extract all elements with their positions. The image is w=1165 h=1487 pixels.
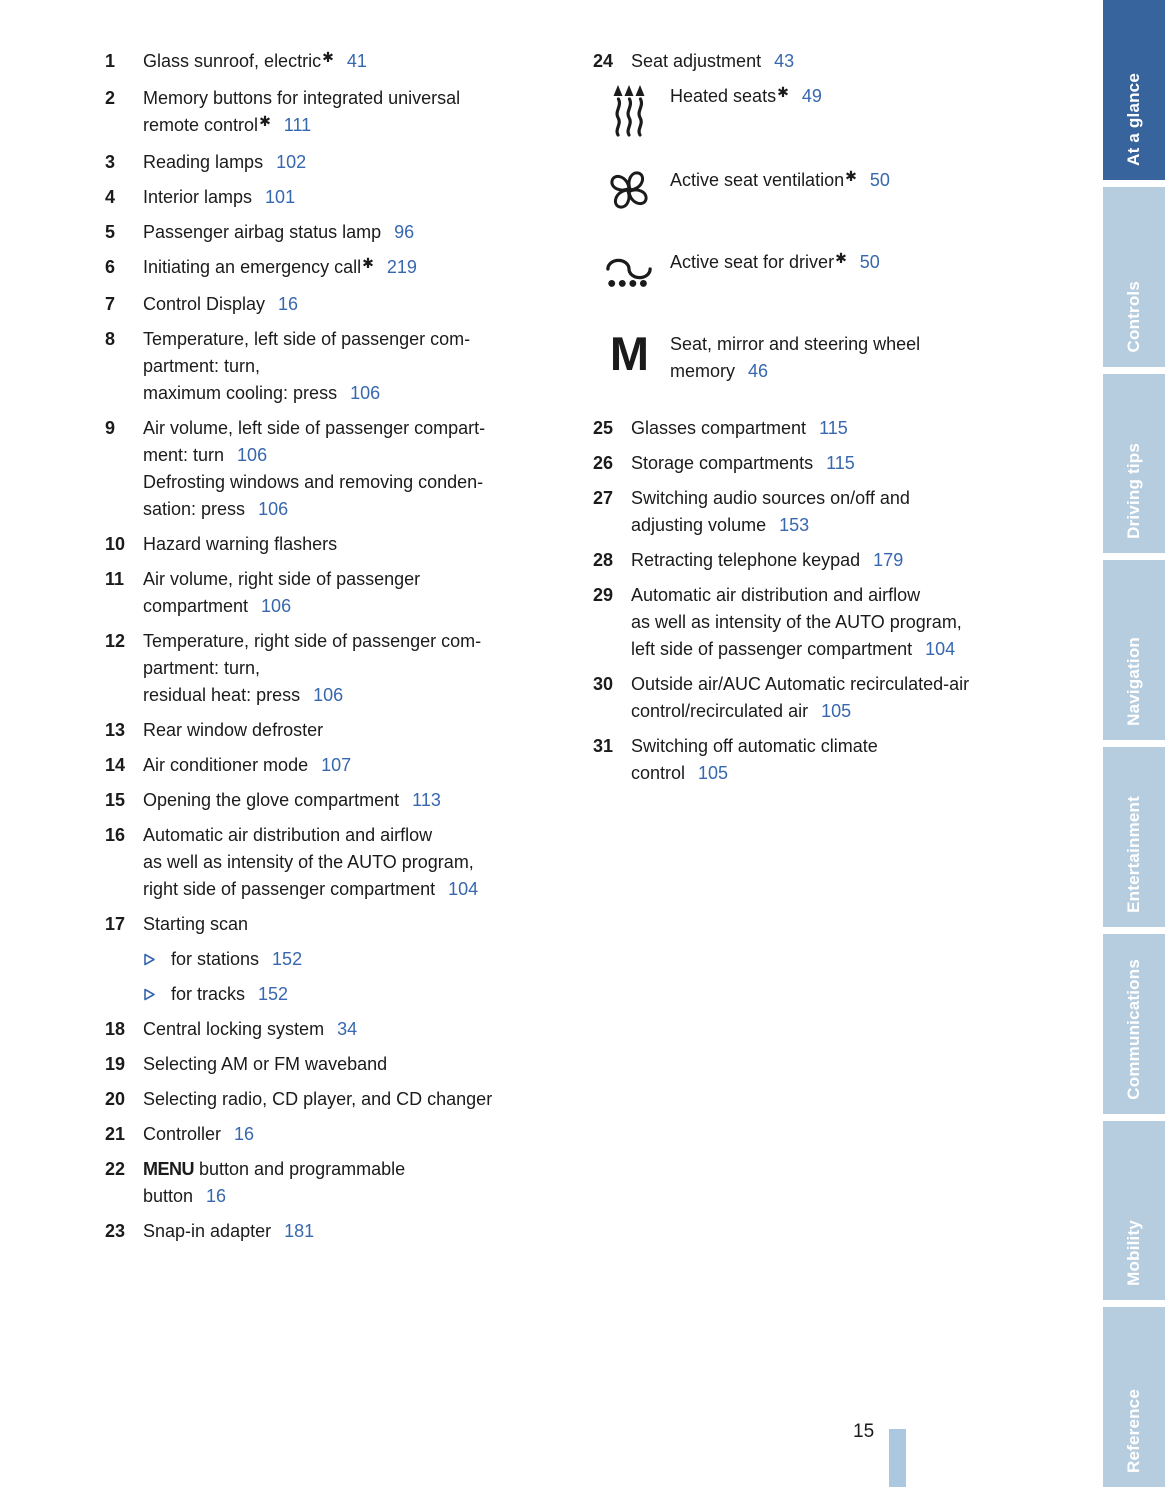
item-number: 20	[105, 1089, 126, 1109]
item-text: Active seat for driver	[670, 252, 835, 272]
item-text: for stations	[171, 949, 260, 969]
list-item	[105, 85, 585, 141]
item-number: 6	[105, 257, 116, 277]
item-number: 2	[105, 88, 116, 108]
item-text: as well as intensity of the AUTO program,	[143, 852, 474, 872]
text-line	[143, 496, 485, 523]
item-number: 11	[105, 569, 125, 589]
item-number: 4	[105, 187, 116, 207]
text-line	[143, 1156, 405, 1183]
item-number: 16	[105, 825, 126, 845]
page-link[interactable]: 16	[206, 1186, 227, 1206]
item-number: 24	[593, 51, 614, 71]
seat-memory-m-icon: M	[609, 327, 649, 380]
item-number: 25	[593, 418, 614, 438]
item-number: 8	[105, 329, 116, 349]
item-lines	[143, 326, 470, 407]
item-lines	[143, 415, 485, 523]
item-text: for tracks	[171, 984, 246, 1004]
item-text: Temperature, right side of passenger com-	[143, 631, 482, 651]
item-text: Active seat ventilation	[670, 170, 845, 190]
text-line	[631, 582, 962, 609]
page-link[interactable]: 50	[859, 252, 880, 272]
asterisk-icon: ✱	[362, 256, 374, 272]
item-text: Seat adjustment	[631, 51, 762, 71]
page-link[interactable]: 106	[350, 383, 381, 403]
item-text: Hazard warning flashers	[143, 534, 338, 554]
triangle-bullet-icon	[143, 987, 156, 1002]
asterisk-icon: ✱	[777, 85, 789, 101]
item-text: Opening the glove compartment	[143, 790, 400, 810]
item-number: 23	[105, 1221, 126, 1241]
text-line	[143, 380, 470, 407]
sidebar-tab-label: Mobility	[1124, 1220, 1143, 1287]
text-line	[631, 415, 848, 442]
page-link[interactable]: 107	[321, 755, 352, 775]
text-line	[670, 167, 890, 196]
triangle-bullet-icon	[143, 952, 156, 967]
item-text: remote control	[143, 115, 259, 135]
item-number: 10	[105, 534, 126, 554]
list-item	[593, 547, 1073, 574]
list-item	[105, 1086, 585, 1113]
icon-cell	[605, 327, 653, 383]
page-link[interactable]: 101	[265, 187, 296, 207]
icon-cell	[605, 167, 653, 219]
text-line	[670, 83, 822, 112]
list-item	[105, 628, 585, 709]
item-text: residual heat: press	[143, 685, 301, 705]
item-text: Rear window defroster	[143, 720, 324, 740]
item-text: partment: turn,	[143, 658, 261, 678]
item-text: Defrosting windows and removing conden-	[143, 472, 484, 492]
item-number: 18	[105, 1019, 126, 1039]
item-lines	[631, 48, 794, 75]
item-number: 7	[105, 294, 116, 314]
item-number: 28	[593, 550, 614, 570]
seat-memory-m-row	[605, 327, 1073, 385]
item-text: Central locking system	[143, 1019, 325, 1039]
icon-row-text	[670, 249, 880, 278]
item-number: 26	[593, 453, 614, 473]
item-text: Storage compartments	[631, 453, 814, 473]
item-text: Switching audio sources on/off and	[631, 488, 910, 508]
item-number: 29	[593, 585, 614, 605]
text-line	[670, 331, 920, 358]
item-number: 30	[593, 674, 614, 694]
sidebar-tab-label: Communications	[1124, 958, 1143, 1100]
list-item	[105, 717, 585, 744]
item-text: Temperature, left side of passenger com-	[143, 329, 471, 349]
text-line	[631, 547, 903, 574]
item-text: Controller	[143, 1124, 222, 1144]
text-line	[631, 733, 878, 760]
text-line	[143, 566, 420, 593]
text-line	[143, 1051, 387, 1078]
item-number: 13	[105, 720, 126, 740]
active-seat-icon	[605, 249, 653, 289]
item-number: 9	[105, 418, 116, 438]
page-link[interactable]: 105	[698, 763, 729, 783]
list-item	[105, 531, 585, 558]
item-text: Air conditioner mode	[143, 755, 309, 775]
text-line	[143, 149, 306, 176]
page-link[interactable]: 106	[261, 596, 292, 616]
list-item	[593, 582, 1073, 663]
item-lines	[631, 733, 878, 787]
item-lines	[143, 149, 306, 176]
text-line	[143, 628, 481, 655]
asterisk-icon: ✱	[835, 251, 847, 267]
item-text: Interior lamps	[143, 187, 253, 207]
page-link[interactable]: 50	[869, 170, 890, 190]
text-line	[143, 531, 337, 558]
item-text: Glass sunroof, electric	[143, 51, 322, 71]
item-lines	[143, 911, 248, 938]
sidebar-tab-controls[interactable]	[1103, 187, 1165, 367]
sub-list-item	[143, 981, 585, 1008]
item-text: right side of passenger compartment	[143, 879, 436, 899]
text-line	[143, 1218, 314, 1245]
text-line	[143, 876, 478, 903]
list-item	[105, 752, 585, 779]
text-line	[143, 442, 485, 469]
sidebar-tab-entertainment[interactable]	[1103, 747, 1165, 927]
seat-ventilation-fan-row	[605, 167, 1073, 219]
active-seat-row	[605, 249, 1073, 301]
page-link[interactable]: 41	[346, 51, 367, 71]
item-text: Reading lamps	[143, 152, 264, 172]
text-line	[143, 717, 323, 744]
list-item	[105, 1218, 585, 1245]
item-lines	[143, 531, 337, 558]
item-lines	[143, 787, 441, 814]
list-item	[105, 219, 585, 246]
item-number: 17	[105, 914, 126, 934]
sidebar-tab-label: Navigation	[1124, 637, 1143, 726]
list-item	[105, 184, 585, 211]
text-line	[631, 671, 969, 698]
icon-row-text	[670, 167, 890, 196]
item-text: sation: press	[143, 499, 246, 519]
item-lines	[143, 85, 460, 141]
page-link[interactable]: 106	[258, 499, 289, 519]
item-text: Seat, mirror and steering wheel	[670, 334, 921, 354]
item-lines	[143, 254, 417, 283]
text-line	[143, 593, 420, 620]
item-lines	[631, 415, 848, 442]
sidebar-tab-label: Controls	[1124, 281, 1143, 353]
list-item	[593, 415, 1073, 442]
text-line	[143, 1183, 405, 1210]
item-text: button and programmable	[194, 1159, 406, 1179]
item-lines	[143, 1086, 492, 1113]
item-text: adjusting volume	[631, 515, 767, 535]
text-line	[631, 760, 878, 787]
item-text: Air volume, left side of passenger compart-	[143, 418, 486, 438]
list-item	[105, 1051, 585, 1078]
list-item	[593, 450, 1073, 477]
item-text: Heated seats	[670, 86, 777, 106]
item-lines	[631, 450, 855, 477]
text-line	[143, 291, 298, 318]
item-lines	[143, 1121, 254, 1148]
text-line	[143, 849, 478, 876]
item-lines	[143, 1016, 357, 1043]
text-line	[143, 184, 295, 211]
item-number: 19	[105, 1054, 126, 1074]
page-link[interactable]: 102	[276, 152, 307, 172]
item-text: Switching off automatic climate	[631, 736, 878, 756]
item-lines	[143, 717, 323, 744]
text-line	[143, 1121, 254, 1148]
text-line	[143, 415, 485, 442]
sidebar-tab-mobility[interactable]	[1103, 1121, 1165, 1301]
item-text: Outside air/AUC Automatic recirculated-air	[631, 674, 970, 694]
page-link[interactable]: 16	[278, 294, 299, 314]
page-link[interactable]: 105	[821, 701, 852, 721]
item-text: Automatic air distribution and airflow	[631, 585, 921, 605]
list-item	[593, 671, 1073, 725]
item-text: left side of passenger compartment	[631, 639, 913, 659]
item-text: Retracting telephone keypad	[631, 550, 861, 570]
text-line	[143, 1086, 492, 1113]
text-line	[143, 48, 367, 77]
item-text: Control Display	[143, 294, 266, 314]
item-number: 15	[105, 790, 126, 810]
page-link[interactable]: 49	[801, 86, 822, 106]
page-link[interactable]: 113	[412, 790, 441, 810]
text-line	[143, 326, 470, 353]
item-text: Initiating an emergency call	[143, 257, 362, 277]
item-lines	[143, 822, 478, 903]
page-link[interactable]: 96	[394, 222, 415, 242]
heated-seats-row	[605, 83, 1073, 137]
item-lines	[143, 291, 298, 318]
item-text: control	[631, 763, 686, 783]
item-text: Automatic air distribution and airflow	[143, 825, 433, 845]
page-link[interactable]: 179	[873, 550, 904, 570]
page-link[interactable]: 115	[819, 418, 848, 438]
asterisk-icon: ✱	[259, 114, 271, 130]
list-item	[105, 822, 585, 903]
page-link[interactable]: 219	[386, 257, 417, 277]
item-text: as well as intensity of the AUTO program,	[631, 612, 962, 632]
icon-row-text	[670, 331, 920, 385]
section-tab-rail	[1103, 0, 1165, 1487]
list-item	[593, 485, 1073, 539]
item-text: maximum cooling: press	[143, 383, 338, 403]
item-text: Selecting AM or FM waveband	[143, 1054, 388, 1074]
list-item	[105, 48, 585, 77]
icon-cell	[605, 83, 653, 137]
page-link[interactable]: 46	[748, 361, 769, 381]
item-text: ment: turn	[143, 445, 225, 465]
text-line	[631, 485, 910, 512]
text-line	[143, 655, 481, 682]
text-line	[670, 249, 880, 278]
list-item	[105, 326, 585, 407]
page-link[interactable]: 104	[925, 639, 956, 659]
sidebar-tab-label: Driving tips	[1124, 443, 1143, 540]
page-number: 15	[853, 1421, 875, 1442]
page-link[interactable]: 43	[774, 51, 795, 71]
page-link[interactable]: 34	[337, 1019, 358, 1039]
item-text: Selecting radio, CD player, and CD changer	[143, 1089, 493, 1109]
item-text: partment: turn,	[143, 356, 261, 376]
list-item	[105, 149, 585, 176]
left-column	[105, 48, 585, 1253]
item-lines	[143, 628, 481, 709]
right-column	[593, 48, 1073, 795]
list-item	[593, 48, 1073, 75]
sidebar-tab-label: Reference	[1124, 1388, 1143, 1473]
sidebar-tab-at-a-glance[interactable]	[1103, 0, 1165, 180]
list-item	[105, 254, 585, 283]
text-line	[143, 469, 485, 496]
item-text: compartment	[143, 596, 249, 616]
item-lines	[631, 547, 903, 574]
item-lines	[143, 48, 367, 77]
item-number: 3	[105, 152, 116, 172]
text-line	[143, 112, 460, 141]
asterisk-icon: ✱	[322, 50, 334, 66]
item-lines	[143, 752, 351, 779]
text-line	[631, 450, 855, 477]
list-item	[105, 1121, 585, 1148]
item-text: Passenger airbag status lamp	[143, 222, 382, 242]
asterisk-icon: ✱	[845, 169, 857, 185]
page-link[interactable]: 16	[234, 1124, 255, 1144]
sidebar-tab-communications[interactable]	[1103, 934, 1165, 1114]
list-item	[105, 1156, 585, 1210]
item-number: 5	[105, 222, 116, 242]
item-number: 12	[105, 631, 126, 651]
sidebar-tab-label: At a glance	[1124, 72, 1143, 166]
text-line	[143, 822, 478, 849]
text-line	[631, 48, 794, 75]
item-lines	[631, 671, 969, 725]
text-line	[143, 1016, 357, 1043]
item-text: button	[143, 1186, 194, 1206]
list-item	[105, 1016, 585, 1043]
item-number: 31	[593, 736, 614, 756]
text-line	[143, 682, 481, 709]
text-line	[143, 254, 417, 283]
page-link[interactable]: 106	[237, 445, 268, 465]
item-text: Starting scan	[143, 914, 249, 934]
page-link[interactable]: 115	[826, 453, 855, 473]
item-text: Air volume, right side of passenger	[143, 569, 421, 589]
item-lines	[143, 1156, 405, 1210]
text-line	[143, 752, 351, 779]
text-line	[670, 358, 920, 385]
icon-cell	[605, 249, 653, 301]
item-lines	[143, 184, 295, 211]
text-line	[143, 85, 460, 112]
text-line	[631, 636, 962, 663]
text-line	[631, 512, 910, 539]
sidebar-tab-navigation[interactable]	[1103, 560, 1165, 740]
text-line	[631, 698, 969, 725]
page-link[interactable]: 104	[448, 879, 479, 899]
item-text: Glasses compartment	[631, 418, 807, 438]
list-item	[105, 291, 585, 318]
list-item	[105, 787, 585, 814]
item-lines	[631, 485, 910, 539]
menu-button-label: MENU	[143, 1159, 194, 1179]
list-item	[105, 566, 585, 620]
sidebar-tab-label: Entertainment	[1124, 795, 1143, 913]
page-link[interactable]: 106	[313, 685, 344, 705]
item-lines	[631, 582, 962, 663]
page-link[interactable]: 152	[272, 949, 303, 969]
item-text: control/recirculated air	[631, 701, 809, 721]
seat-ventilation-fan-icon	[606, 167, 652, 213]
item-number: 27	[593, 488, 614, 508]
text-line	[143, 787, 441, 814]
footer-accent-bar	[889, 1429, 906, 1487]
item-lines	[143, 1218, 314, 1245]
item-text: Memory buttons for integrated universal	[143, 88, 461, 108]
item-text: memory	[670, 361, 736, 381]
heated-seats-icon	[612, 83, 646, 137]
icon-row-text	[670, 83, 822, 112]
text-line	[143, 911, 248, 938]
list-item	[105, 415, 585, 523]
item-lines	[143, 219, 414, 246]
sidebar-tab-driving-tips[interactable]	[1103, 374, 1165, 554]
text-line	[631, 609, 962, 636]
page-link[interactable]: 181	[284, 1221, 315, 1241]
list-item	[105, 911, 585, 938]
text-line	[143, 353, 470, 380]
page-link[interactable]: 153	[779, 515, 810, 535]
list-item	[593, 733, 1073, 787]
item-number: 22	[105, 1159, 126, 1179]
item-number: 14	[105, 755, 126, 775]
sidebar-tab-reference[interactable]	[1103, 1307, 1165, 1487]
sub-list-item	[143, 946, 585, 973]
item-text: Snap-in adapter	[143, 1221, 272, 1241]
item-number: 21	[105, 1124, 126, 1144]
page-link[interactable]: 111	[283, 115, 312, 135]
item-lines	[143, 566, 420, 620]
item-lines	[143, 1051, 387, 1078]
text-line	[143, 219, 414, 246]
item-number: 1	[105, 51, 116, 71]
page-link[interactable]: 152	[258, 984, 289, 1004]
